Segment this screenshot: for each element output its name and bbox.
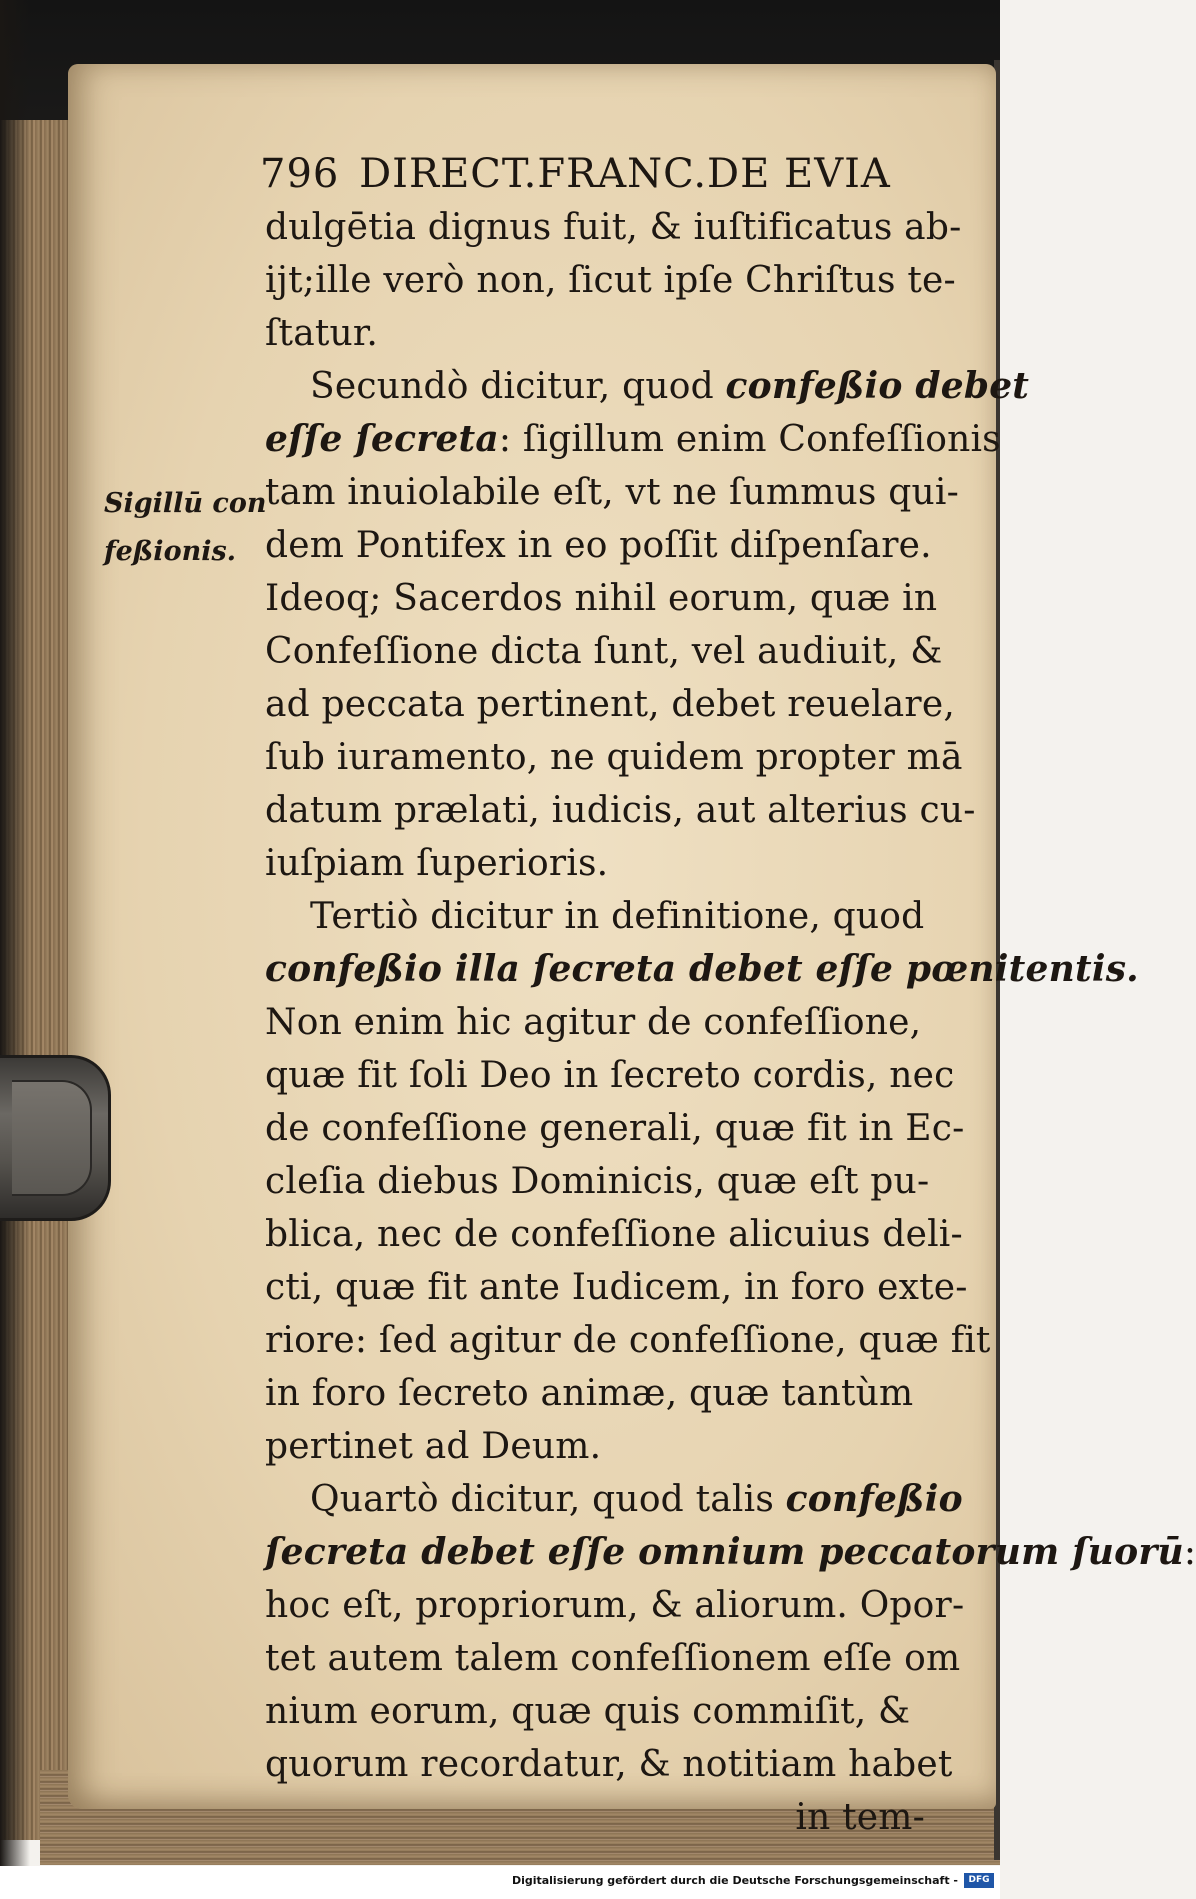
text-segment: iuſpiam ſuperioris. <box>265 843 609 884</box>
text-segment: datum prælati, iudicis, aut alterius cu- <box>265 790 976 831</box>
margin-note-line: Sigillū con <box>104 488 267 519</box>
italic-text: confeßio <box>785 1478 963 1520</box>
text-segment: in tem- <box>795 1797 925 1838</box>
text-segment: dulgētia dignus fuit, & iuſtificatus ab- <box>265 207 962 248</box>
running-header-title: DIRECT.FRANC.DE EVIA <box>359 151 891 197</box>
page-text <box>260 148 1196 1844</box>
margin-note <box>104 480 274 576</box>
margin-note-line: feßionis. <box>104 536 237 567</box>
text-segment: Ideoq; Sacerdos nihil eorum, quæ in <box>265 578 938 619</box>
body-text <box>265 201 1196 1844</box>
text-segment: dem Pontifex in eo poſſit diſpenſare. <box>265 525 932 566</box>
text-segment: hoc eſt, propriorum, & aliorum. Opor- <box>265 1585 965 1626</box>
text-segment: ad peccata pertinent, debet reuelare, <box>265 684 955 725</box>
text-segment: tet autem talem confeſſionem eſſe om <box>265 1638 961 1679</box>
text-segment: nium eorum, quæ quis commiſit, & <box>265 1691 911 1732</box>
text-line <box>265 1526 1196 1579</box>
text-line <box>265 1155 935 1208</box>
text-line <box>265 1473 963 1526</box>
text-segment: ſtatur. <box>265 313 379 354</box>
text-segment: Non enim hic agitur de confeſſione, <box>265 1002 922 1043</box>
text-segment: de confeſſione generali, quæ fit in Ec- <box>265 1108 965 1149</box>
text-segment: Tertiò dicitur in definitione, quod <box>310 896 925 937</box>
left-shadow <box>0 0 30 1899</box>
text-line <box>265 360 1030 413</box>
text-segment: cleſia diebus Dominicis, quæ eſt pu- <box>265 1161 930 1202</box>
text-line <box>265 1314 991 1367</box>
text-line <box>265 943 1139 996</box>
text-segment: ijt;ille verò non, ſicut ipſe Chriſtus te- <box>265 260 956 301</box>
digitization-footer <box>0 1866 1000 1899</box>
footer-credit: Digitalisierung gefördert durch die Deutsche Forschungsgemeinschaft - <box>511 1874 958 1887</box>
text-segment: quæ fit ſoli Deo in ſecreto cordis, nec <box>265 1055 955 1096</box>
text-line <box>265 1420 935 1473</box>
running-header <box>260 148 935 201</box>
italic-text: confeßio illa ſecreta debet eſſe pœnitentis. <box>265 948 1139 990</box>
text-line <box>265 1261 968 1314</box>
text-line <box>265 1685 935 1738</box>
text-segment: pertinet ad Deum. <box>265 1426 602 1467</box>
dfg-logo: DFG <box>964 1873 994 1888</box>
text-segment: ſub iuramento, ne quidem propter mā <box>265 737 963 778</box>
text-line <box>265 1791 935 1844</box>
text-line <box>265 307 935 360</box>
text-segment: riore: ſed agitur de confeſſione, quæ fit <box>265 1320 991 1361</box>
italic-text: ſecreta debet eſſe omnium peccatorum ſuorū <box>265 1531 1184 1573</box>
text-segment: Quartò dicitur, quod talis <box>310 1479 786 1520</box>
text-line <box>265 784 976 837</box>
text-line <box>265 1049 955 1102</box>
text-line <box>265 890 935 943</box>
italic-text: confeßio debet <box>725 365 1030 407</box>
text-line <box>265 572 938 625</box>
text-line <box>265 413 1001 466</box>
text-segment: cti, quæ fit ante Iudicem, in foro exte- <box>265 1267 968 1308</box>
text-line <box>265 1579 965 1632</box>
text-line <box>265 466 959 519</box>
text-line <box>265 678 955 731</box>
text-segment: in foro ſecreto animæ, quæ tantùm <box>265 1373 914 1414</box>
text-line <box>265 996 935 1049</box>
text-line <box>265 519 935 572</box>
text-segment: quorum recordatur, & notitiam habet <box>265 1744 953 1785</box>
text-line <box>265 1632 961 1685</box>
text-line <box>265 837 935 890</box>
text-segment: : <box>1183 1532 1196 1573</box>
text-segment: blica, nec de confeſſione alicuius deli- <box>265 1214 963 1255</box>
text-segment: tam inuiolabile eſt, vt ne ſummus qui- <box>265 472 959 513</box>
text-line <box>265 1208 963 1261</box>
book-clasp-inner <box>12 1080 92 1196</box>
text-segment: Secundò dicitur, quod <box>310 366 726 407</box>
text-line <box>265 201 962 254</box>
page-number: 796 <box>260 151 340 197</box>
text-line <box>265 254 956 307</box>
text-segment: : ſigillum enim Confeſſionis <box>498 419 1001 460</box>
text-line <box>265 625 943 678</box>
book-clasp <box>0 1055 111 1221</box>
text-line <box>265 1367 935 1420</box>
text-line <box>265 1738 953 1791</box>
text-line <box>265 1102 965 1155</box>
text-segment: Confeſſione dicta ſunt, vel audiuit, & <box>265 631 943 672</box>
italic-text: eſſe ſecreta <box>265 418 499 460</box>
text-line <box>265 731 963 784</box>
